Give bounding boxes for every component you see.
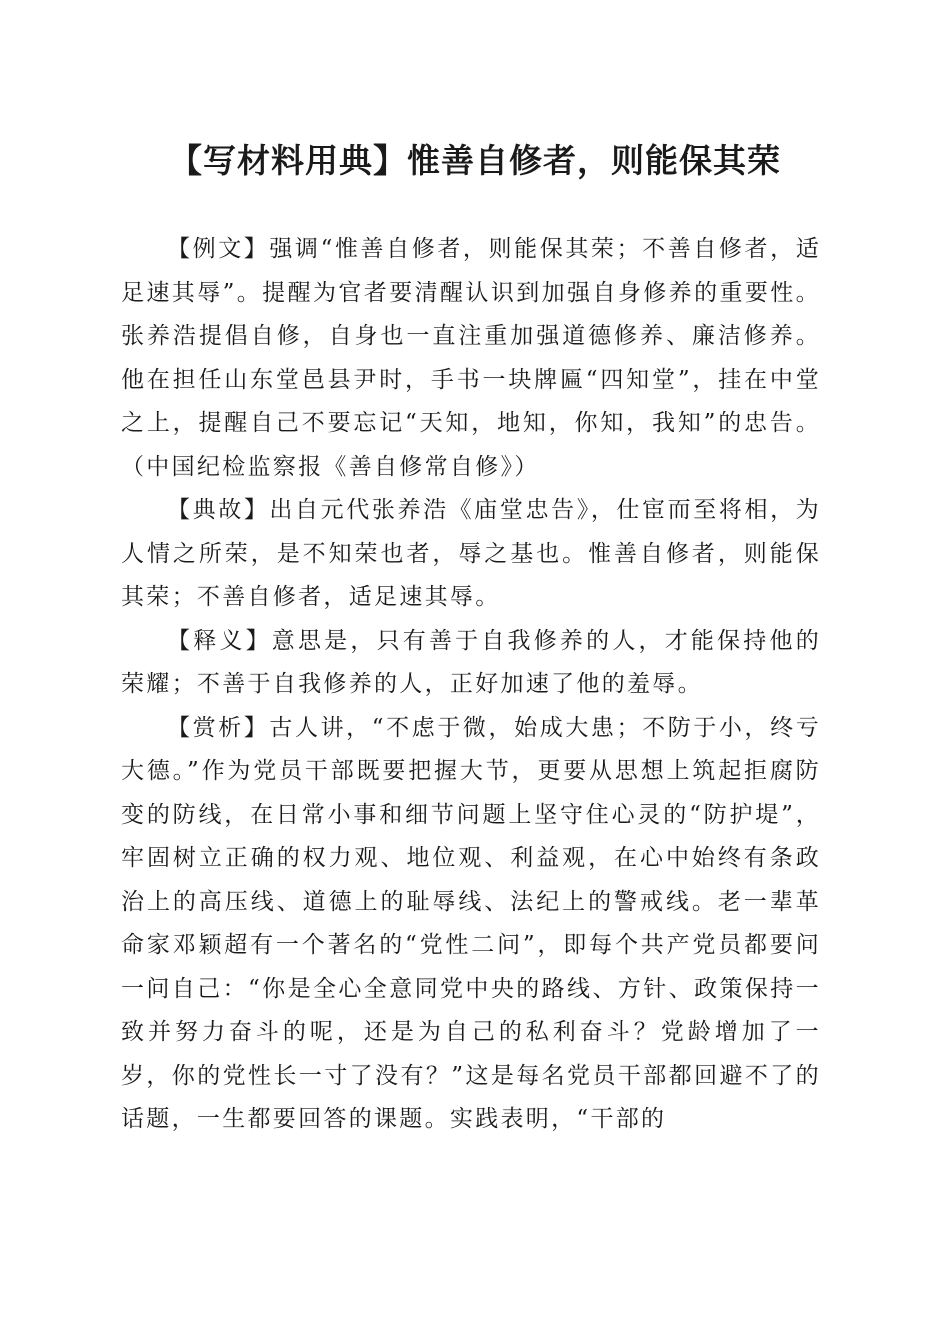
document-title: 【写材料用典】惟善自修者，则能保其荣: [169, 141, 781, 180]
document-body: [121, 228, 821, 1142]
paragraph-example: 【例文】强调“惟善自修者，则能保其荣；不善自修者，适足速其辱”。提醒为官者要清醒认识到加强自身修养的重要性。张养浩提倡自修，自身也一直注重加强道德修养、廉洁修养。他在担任山东堂邑县尹时，手书一块牌匾“四知堂”，挂在中堂之上，提醒自己不要忘记“天知，地知，你知，我知”的忠告。（中国纪检监察报《善自修常自修》）: [121, 236, 821, 480]
paragraph-meaning: 【释义】意思是，只有善于自我修养的人，才能保持他的荣耀；不善于自我修养的人，正好加速了他的羞辱。: [121, 627, 821, 697]
paragraph-analysis: 【赏析】古人讲，“不虑于微，始成大患；不防于小，终亏大德。”作为党员干部既要把握大节，更要从思想上筑起拒腐防变的防线，在日常小事和细节问题上坚守住心灵的“防护堤”，牢固树立正确的权力观、地位观、利益观，在心中始终有条政治上的高压线、道德上的耻辱线、法纪上的警戒线。老一辈革命家邓颖超有一个著名的“党性二问”，即每个共产党员都要问一问自己：“你是全心全意同党中央的路线、方针、政策保持一致并努力奋斗的呢，还是为自己的私利奋斗？党龄增加了一岁，你的党性长一寸了没有？”这是每名党员干部都回避不了的话题，一生都要回答的课题。实践表明，“干部的: [121, 714, 821, 1132]
paragraph-allusion: 【典故】出自元代张养浩《庙堂忠告》，仕宦而至将相，为人情之所荣，是不知荣也者，辱之基也。惟善自修者，则能保其荣；不善自修者，适足速其辱。: [121, 497, 821, 610]
